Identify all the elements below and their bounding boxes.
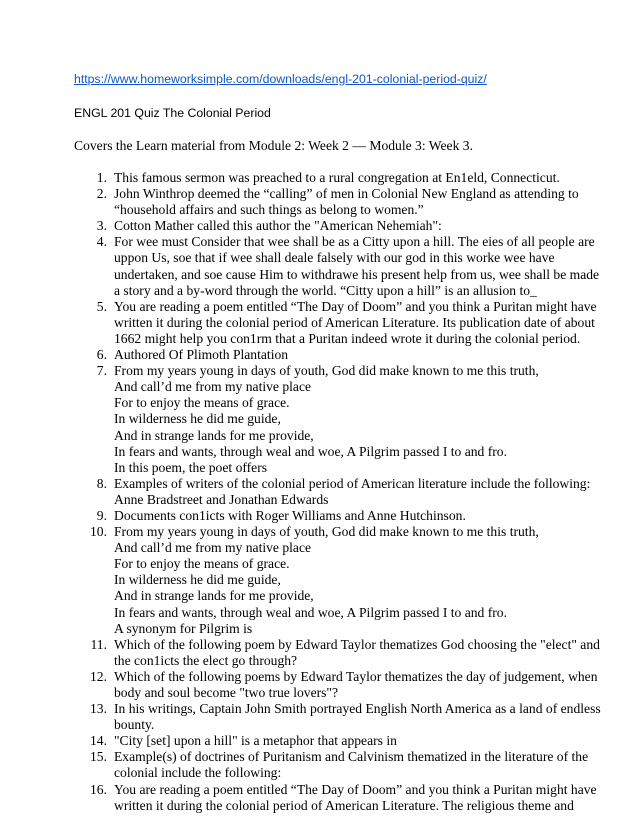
question-text-line: bounty. bbox=[114, 717, 155, 733]
homeworksimple-link[interactable]: https://www.homeworksimple.com/downloads/engl-201-colonial-period-quiz/ bbox=[74, 72, 487, 86]
question-item bbox=[74, 636, 600, 669]
question-text-line: For wee must Consider that wee shall be as a Citty upon a hill. The eies of all people are bbox=[114, 234, 595, 250]
question-text-line: Example(s) of doctrines of Puritanism and Calvinism thematized in the literature of the bbox=[114, 749, 589, 765]
question-number: 11. bbox=[90, 636, 107, 652]
question-item bbox=[74, 733, 578, 749]
question-text-line: This famous sermon was preached to a rural congregation at En1eld, Connecticut. bbox=[114, 170, 560, 185]
question-item bbox=[74, 170, 578, 186]
question-text-line: A synonym for Pilgrim is bbox=[114, 620, 253, 636]
question-text-line: "City [set] upon a hill" is a metaphor that appears in bbox=[114, 733, 397, 749]
question-number: 9. bbox=[96, 507, 107, 523]
question-text-line: In fears and wants, through weal and woe, A Pilgrim passed I to and fro. bbox=[114, 604, 507, 620]
question-item bbox=[74, 781, 597, 814]
question-text-line: 1662 might help you con1rm that a Puritan indeed wrote it during the colonial period. bbox=[114, 330, 581, 346]
question-item bbox=[74, 363, 578, 476]
question-number: 6. bbox=[96, 347, 107, 363]
question-text-line: Examples of writers of the colonial period of American literature include the following: bbox=[114, 475, 591, 491]
question-item bbox=[74, 524, 578, 637]
question-text-line: the con1icts the elect go through? bbox=[114, 652, 298, 668]
question-item bbox=[74, 508, 578, 524]
question-text-line: From my years young in days of youth, God did make known to me this truth, bbox=[114, 524, 539, 540]
question-text-line: written it during the colonial period of American Literature. The religious theme and bbox=[114, 797, 574, 813]
question-text-line: You are reading a poem entitled “The Day of Doom” and you think a Puritan might have bbox=[114, 781, 597, 797]
question-number: 15. bbox=[90, 749, 107, 765]
question-text-line: body and soul become "two true lovers"? bbox=[114, 685, 339, 700]
question-text-line: In fears and wants, through weal and woe, A Pilgrim passed I to and fro. bbox=[114, 443, 507, 459]
question-item bbox=[74, 298, 597, 347]
question-text-line: colonial include the following: bbox=[114, 765, 282, 781]
question-number: 2. bbox=[96, 186, 107, 202]
question-number: 10. bbox=[90, 524, 107, 540]
question-item bbox=[74, 347, 578, 363]
question-item bbox=[74, 749, 589, 781]
question-number: 5. bbox=[96, 298, 107, 314]
question-text-line: For to enjoy the means of grace. bbox=[114, 556, 290, 572]
question-text-line: Authored Of Plimoth Plantation bbox=[114, 347, 289, 363]
question-text-line: In wilderness he did me guide, bbox=[114, 572, 281, 588]
question-text-line: In this poem, the poet offers bbox=[114, 459, 268, 475]
covers-statement: Covers the Learn material from Module 2: Week 2 — Module 3: Week 3. bbox=[74, 138, 473, 153]
question-text-line: “household affairs and such things as belong to women.” bbox=[114, 202, 424, 218]
question-number: 7. bbox=[96, 363, 107, 379]
question-text-line: written it during the colonial period of American Literature. Its publication date of about bbox=[114, 314, 595, 330]
question-text-line: From my years young in days of youth, God did make known to me this truth, bbox=[114, 363, 539, 379]
question-text-line: John Winthrop deemed the “calling” of men in Colonial New England as attending to bbox=[114, 186, 579, 202]
question-text-line: And in strange lands for me provide, bbox=[114, 588, 314, 604]
question-text-line: Documents con1icts with Roger Williams and Anne Hutchinson. bbox=[114, 507, 466, 523]
question-text-line: And call’d me from my native place bbox=[114, 379, 312, 395]
question-text-line: In his writings, Captain John Smith portrayed English North America as a land of endless bbox=[114, 701, 601, 717]
question-number: 1. bbox=[96, 170, 107, 185]
question-text-line: Anne Bradstreet and Jonathan Edwards bbox=[114, 491, 329, 507]
question-text-line: For to enjoy the means of grace. bbox=[114, 395, 290, 411]
question-text-line: Which of the following poem by Edward Taylor thematizes God choosing the "elect" and bbox=[114, 636, 600, 652]
question-text-line: In wilderness he did me guide, bbox=[114, 411, 281, 427]
question-text-line: And call’d me from my native place bbox=[114, 540, 312, 556]
quiz-title: ENGL 201 Quiz The Colonial Period bbox=[74, 106, 271, 120]
question-item bbox=[74, 234, 600, 298]
question-item bbox=[74, 475, 591, 508]
question-item bbox=[74, 668, 598, 701]
question-item bbox=[74, 701, 601, 733]
question-number: 16. bbox=[90, 781, 107, 797]
question-text-line: Cotton Mather called this author the "American Nehemiah": bbox=[114, 218, 442, 234]
question-number: 4. bbox=[96, 234, 107, 250]
question-item bbox=[74, 186, 578, 218]
question-list bbox=[74, 170, 601, 814]
question-number: 13. bbox=[90, 701, 107, 717]
question-number: 14. bbox=[90, 733, 107, 749]
question-number: 8. bbox=[96, 475, 107, 491]
question-text-line: undertaken, and soe cause Him to withdrawe his present help from us, wee shall be made bbox=[114, 266, 600, 282]
question-text-line: uppon Us, soe that if wee shall deale falsely with our god in this worke wee have bbox=[114, 250, 555, 266]
question-text-line: You are reading a poem entitled “The Day of Doom” and you think a Puritan might have bbox=[114, 298, 597, 314]
question-text-line: And in strange lands for me provide, bbox=[114, 427, 314, 443]
question-number: 3. bbox=[96, 218, 107, 234]
question-item bbox=[74, 218, 578, 234]
question-text-line: a story and a by-word through the world. “Citty upon a hill” is an allusion to_ bbox=[114, 282, 537, 298]
question-text-line: Which of the following poems by Edward Taylor thematizes the day of judgement, when bbox=[114, 668, 598, 684]
question-number: 12. bbox=[90, 668, 107, 684]
